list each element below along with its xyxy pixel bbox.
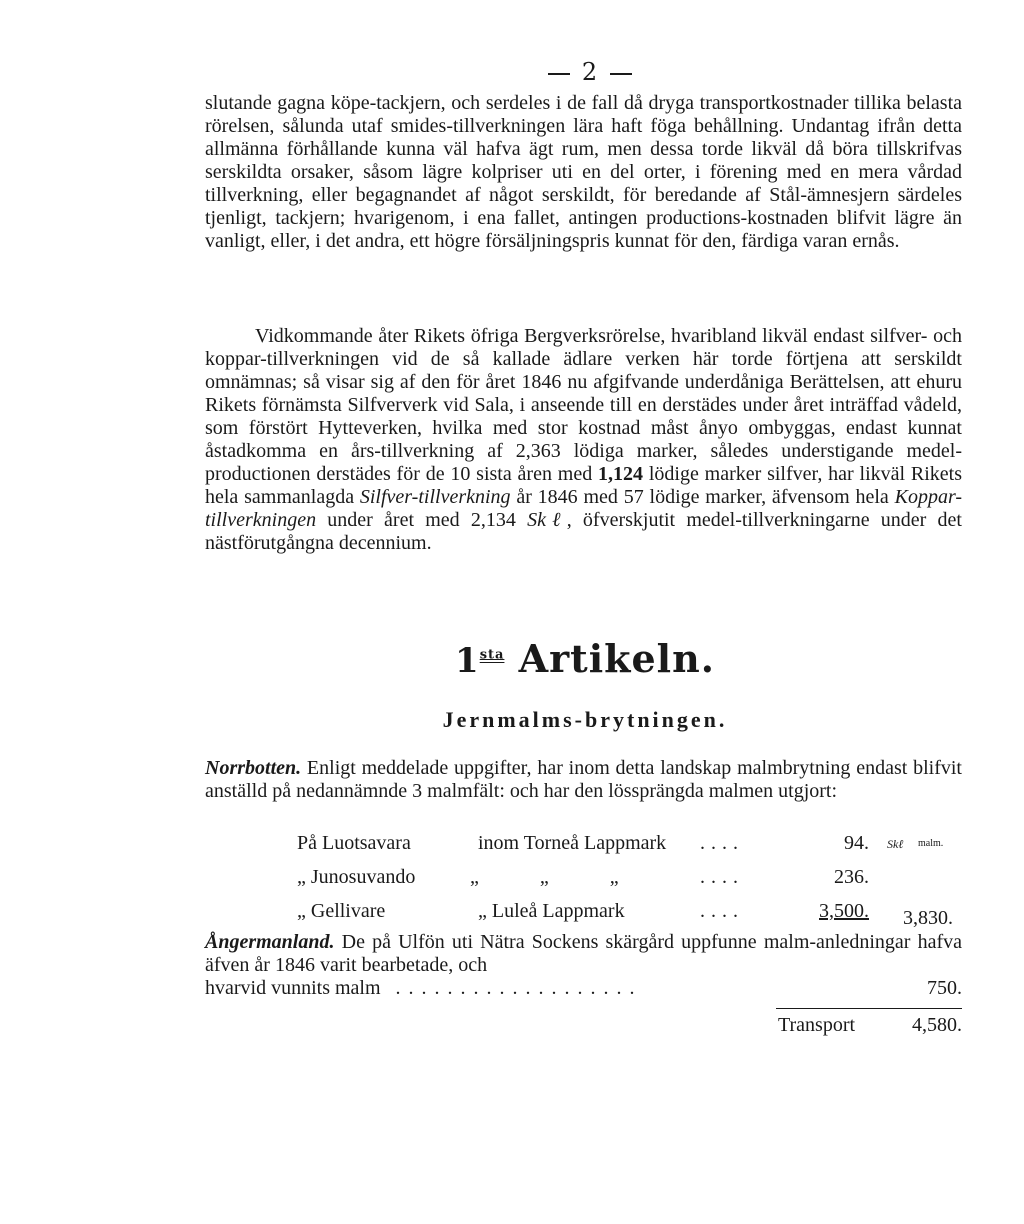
- unit-label-malm: malm.: [918, 838, 944, 849]
- transport-value: 4,580.: [912, 1014, 962, 1036]
- mine-row: [0, 900, 1024, 928]
- transport-label: Transport: [778, 1014, 856, 1036]
- leader-dots: ....: [700, 900, 744, 922]
- mine-location: „ „ „: [470, 866, 647, 888]
- mines-total: 3,830.: [903, 907, 953, 929]
- p2-text-2: lödige marker silfver, har likväl Rikets hela sammanlagda: [205, 463, 962, 508]
- region-norrbotten: Norrbotten.: [205, 757, 302, 779]
- region-angermanland: Ångermanland.: [205, 931, 335, 953]
- dash-left: [548, 73, 570, 75]
- mine-location: „ Luleå Lappmark: [478, 900, 625, 922]
- mine-value: 94.: [844, 832, 869, 854]
- heading-ordinal-suffix: sta: [479, 647, 505, 663]
- unit-label: Skℓ: [887, 837, 904, 851]
- p2-italic-koppar: Koppar-tillverkningen: [205, 486, 962, 531]
- mine-name: „ Junosuvando: [297, 866, 416, 888]
- section-subheading: Jernmalms-brytningen.: [442, 707, 728, 732]
- leader-dots: ...................: [395, 977, 643, 999]
- page-number-value: 2: [581, 58, 599, 86]
- mine-name: „ Gellivare: [297, 900, 386, 922]
- mine-name: På Luotsavara: [297, 832, 411, 854]
- mine-location: inom Torneå Lappmark: [478, 832, 667, 854]
- paragraph-2: [205, 325, 962, 555]
- leader-dots: ....: [700, 832, 744, 854]
- angermanland-value-line: [205, 977, 962, 1000]
- mine-row: [0, 832, 1024, 860]
- p2-italic-unit: Skℓ: [527, 509, 567, 531]
- article-heading: [0, 636, 1024, 681]
- p3-text: Enligt meddelade uppgifter, har inom detta landskap malmbrytning endast blifvit anställd på nedannämnde 3 malmfält: och har den lössprängda malmen utgjort:: [205, 757, 962, 802]
- p4-text: De på Ulfön uti Nätra Sockens skärgård uppfunne malm-anledningar hafva äfven år 1846 varit bearbetade, och: [205, 931, 962, 976]
- dash-right: [610, 73, 632, 75]
- paragraph-angermanland: [205, 931, 962, 977]
- p2-text-5: , öfverskjutit medel-tillverkningarne under det nästförutgångna decennium.: [205, 509, 962, 554]
- paragraph-norrbotten: [205, 757, 962, 803]
- mine-row: [0, 866, 1024, 894]
- page-number: [0, 58, 1024, 86]
- p2-italic-silfver: Silfver-tillverkning: [359, 486, 511, 508]
- angermanland-value: 750.: [927, 977, 962, 999]
- leader-dots: ....: [700, 866, 744, 888]
- p2-bold-1: 1,124: [598, 463, 644, 485]
- p4-last-line: hvarvid vunnits malm: [205, 977, 381, 999]
- p2-text-1: Vidkommande åter Rikets öfriga Bergverksrörelse, hvaribland likväl endast silfver- och koppar-tillverkningen vid de så kallade ädlare verken här torde förtjena att serskildt omnämnas; så visar sig af den för året 1846 nu afgifvande underdåniga Berättelsen, att ehuru Rikets förnämsta Silfververk vid Sala, i anseende till en derstädes under året inträffad vådeld, som förstört Hytteverken, hvilka med stor kostnad måst ånyo ombyggas, endast kunnat åstadkomma en års-tillverkning af 2,363 lödiga marker, således understigande medel-productionen derstädes för de 10 sista åren med: [205, 325, 962, 485]
- mine-value: 3,500.: [819, 900, 869, 922]
- paragraph-1: slutande gagna köpe-tackjern, och serdeles i de fall då dryga transportkostnader tillika belasta rörelsen, sålunda utaf smides-tillverkningen lära haft föga behållning. Undantag ifrån detta allmänna förhållande kunna väl hafva ägt rum, men dessa torde likväl då böra tillskrifvas serskildta orsaker, såsom lägre kolpriser uti en del orter, i förening med en mera vårdad tillverkning, eller begagnandet af något serskildt, för beredande af Stål-ämnesjern särdeles tjenligt, tackjern; hvarigenom, i ena fallet, antingen productions-kostnaden blifvit lägre än vanligt, eller, i det andra, ett högre försäljningspris kunnat för den, färdiga varan ernås.: [205, 92, 962, 252]
- mine-value: 236.: [834, 866, 869, 888]
- p2-text-3: år 1846 med 57 lödige marker, äfvensom hela: [510, 486, 895, 508]
- sum-rule: [776, 1008, 962, 1009]
- p2-text-4: under året med 2,134: [316, 509, 528, 531]
- heading-title: Artikeln.: [518, 636, 715, 681]
- heading-ordinal: 1: [455, 641, 480, 681]
